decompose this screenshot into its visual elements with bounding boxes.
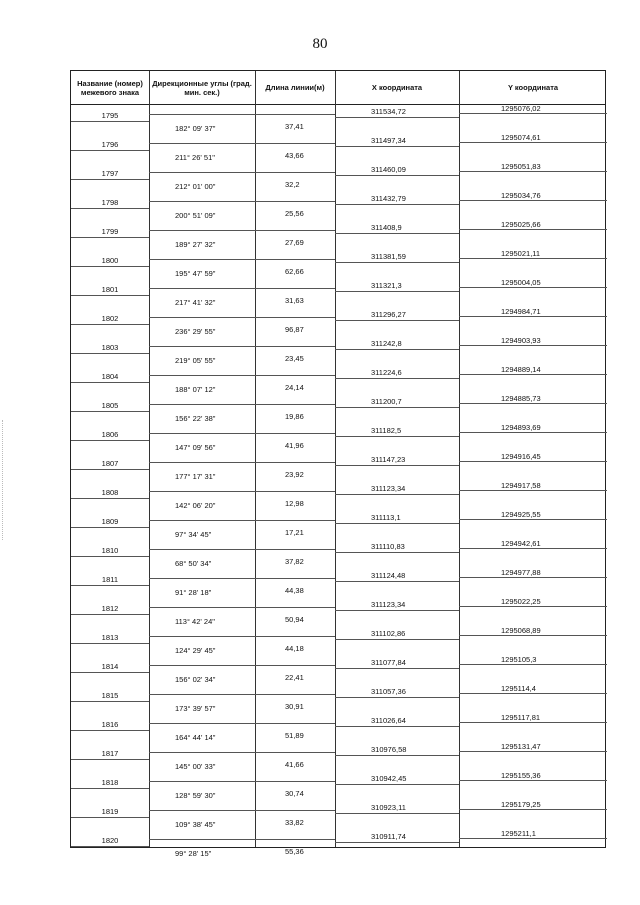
x-coordinate: 311182,5 (371, 426, 402, 435)
y-coordinate: 1294984,71 (501, 307, 541, 316)
row-rule (71, 121, 149, 122)
row-rule (459, 751, 607, 752)
row-rule (459, 635, 607, 636)
row-rule (149, 259, 335, 260)
row-rule (71, 788, 149, 789)
row-rule (149, 520, 335, 521)
point-name: 1802 (101, 314, 119, 323)
row-rule (335, 117, 459, 118)
point-name: 1797 (101, 169, 119, 178)
row-rule (459, 664, 607, 665)
x-coordinate: 310911,74 (371, 832, 406, 841)
y-coordinate: 1294977,88 (501, 568, 541, 577)
direction-angle: 236° 29' 55" (175, 326, 216, 336)
direction-angle: 128° 59' 30" (175, 790, 216, 800)
row-rule (459, 258, 607, 259)
row-rule (149, 578, 335, 579)
direction-angle: 212° 01' 00" (175, 181, 216, 191)
line-length: 44,38 (285, 585, 304, 595)
point-name: 1808 (101, 488, 119, 497)
row-rule (459, 693, 607, 694)
y-coordinate: 1295004,05 (501, 278, 541, 287)
direction-angle: 156° 22' 38" (175, 413, 216, 423)
line-length: 12,98 (285, 498, 304, 508)
row-rule (71, 469, 149, 470)
row-rule (149, 752, 335, 753)
row-rule (71, 382, 149, 383)
point-name: 1803 (101, 343, 119, 352)
x-coordinate: 311123,34 (371, 484, 406, 493)
line-length: 30,91 (285, 701, 304, 711)
y-coordinate: 1295021,11 (501, 249, 541, 258)
line-length: 23,92 (285, 469, 304, 479)
row-rule (335, 262, 459, 263)
row-rule (149, 201, 335, 202)
point-name: 1800 (101, 256, 119, 265)
row-rule (459, 461, 607, 462)
row-rule (335, 407, 459, 408)
row-rule (71, 237, 149, 238)
row-rule (459, 577, 607, 578)
row-rule (335, 204, 459, 205)
line-length: 19,86 (285, 411, 304, 421)
line-length: 22,41 (285, 672, 304, 682)
x-coordinate: 311460,09 (371, 165, 406, 174)
row-rule (335, 668, 459, 669)
line-length: 55,36 (285, 846, 304, 856)
y-coordinate: 1294893,69 (501, 423, 541, 432)
row-rule (149, 607, 335, 608)
point-name: 1815 (101, 691, 119, 700)
row-rule (71, 759, 149, 760)
row-rule (335, 755, 459, 756)
row-rule (71, 498, 149, 499)
direction-angle: 109° 38' 45" (175, 819, 216, 829)
row-rule (71, 411, 149, 412)
row-rule (335, 697, 459, 698)
row-rule (149, 288, 335, 289)
y-coordinate: 1294916,45 (501, 452, 541, 461)
row-rule (459, 287, 607, 288)
x-coordinate: 311147,23 (371, 455, 406, 464)
y-coordinate: 1294917,58 (501, 481, 541, 490)
row-rule (459, 142, 607, 143)
row-rule (149, 839, 335, 840)
y-coordinate: 1295076,02 (501, 104, 541, 113)
point-name: 1806 (101, 430, 119, 439)
line-length: 41,66 (285, 759, 304, 769)
row-rule (335, 784, 459, 785)
direction-angle: 177° 17' 31" (175, 471, 216, 481)
column-divider (149, 71, 150, 847)
point-name: 1799 (101, 227, 119, 236)
row-rule (149, 723, 335, 724)
row-rule (71, 846, 149, 847)
row-rule (149, 694, 335, 695)
x-coordinate: 311534,72 (371, 107, 406, 116)
row-rule (71, 266, 149, 267)
x-coordinate: 311113,1 (371, 513, 401, 522)
point-name: 1812 (101, 604, 119, 613)
row-rule (459, 403, 607, 404)
line-length: 37,82 (285, 556, 304, 566)
direction-angle: 182° 09' 37" (175, 123, 216, 133)
y-coordinate: 1295155,36 (501, 771, 541, 780)
row-rule (335, 175, 459, 176)
y-coordinate: 1294885,73 (501, 394, 541, 403)
row-rule (335, 523, 459, 524)
line-length: 96,87 (285, 324, 304, 334)
direction-angle: 145° 00' 33" (175, 761, 216, 771)
x-coordinate: 311381,59 (371, 252, 406, 261)
x-coordinate: 310976,58 (371, 745, 407, 754)
direction-angle: 147° 09' 56" (175, 442, 216, 452)
row-rule (149, 375, 335, 376)
column-divider (255, 71, 256, 847)
row-rule (71, 672, 149, 673)
line-length: 43,66 (285, 150, 304, 160)
direction-angle: 195° 47' 59" (175, 268, 216, 278)
point-name: 1807 (101, 459, 119, 468)
row-rule (459, 780, 607, 781)
scan-margin-mark (2, 420, 4, 540)
row-rule (71, 643, 149, 644)
row-rule (459, 838, 607, 839)
row-rule (149, 636, 335, 637)
y-coordinate: 1295022,25 (501, 597, 541, 606)
row-rule (71, 179, 149, 180)
line-length: 41,96 (285, 440, 304, 450)
direction-angle: 142° 06' 20" (175, 500, 216, 510)
row-rule (459, 200, 607, 201)
row-rule (71, 208, 149, 209)
row-rule (335, 581, 459, 582)
line-length: 17,21 (285, 527, 304, 537)
point-name: 1804 (101, 372, 119, 381)
direction-angle: 219° 05' 55" (175, 355, 216, 365)
line-length: 30,74 (285, 788, 304, 798)
row-rule (71, 817, 149, 818)
direction-angle: 124° 29' 45" (175, 645, 216, 655)
y-coordinate: 1295034,76 (501, 191, 541, 200)
y-coordinate: 1295105,3 (501, 655, 537, 664)
row-rule (459, 345, 607, 346)
row-rule (335, 436, 459, 437)
line-length: 37,41 (285, 121, 304, 131)
row-rule (335, 494, 459, 495)
direction-angle: 189° 27' 32" (175, 239, 216, 249)
header-angles: Дирекционные углы (град. мин. сек.) (152, 78, 252, 97)
row-rule (335, 726, 459, 727)
row-rule (71, 585, 149, 586)
direction-angle: 164° 44' 14" (175, 732, 216, 742)
line-length: 31,63 (285, 295, 304, 305)
point-name: 1798 (101, 198, 119, 207)
row-rule (335, 610, 459, 611)
row-rule (459, 316, 607, 317)
y-coordinate: 1294889,14 (501, 365, 541, 374)
x-coordinate: 311102,86 (371, 629, 406, 638)
direction-angle: 68° 50' 34" (175, 558, 212, 568)
direction-angle: 211° 26' 51" (175, 152, 215, 162)
row-rule (149, 230, 335, 231)
point-name: 1810 (101, 546, 119, 555)
row-rule (459, 229, 607, 230)
x-coordinate: 311077,84 (371, 658, 406, 667)
line-length: 51,89 (285, 730, 304, 740)
row-rule (149, 172, 335, 173)
row-rule (335, 639, 459, 640)
row-rule (71, 353, 149, 354)
row-rule (149, 404, 335, 405)
row-rule (459, 606, 607, 607)
point-name: 1813 (101, 633, 119, 642)
direction-angle: 156° 02' 34" (175, 674, 216, 684)
direction-angle: 97° 34' 45" (175, 529, 212, 539)
line-length: 23,45 (285, 353, 304, 363)
line-length: 33,82 (285, 817, 304, 827)
x-coordinate: 311497,34 (371, 136, 406, 145)
row-rule (335, 813, 459, 814)
row-rule (335, 552, 459, 553)
row-rule (71, 440, 149, 441)
y-coordinate: 1295025,66 (501, 220, 541, 229)
point-name: 1818 (101, 778, 119, 787)
direction-angle: 91° 28' 18" (175, 587, 212, 597)
line-length: 24,14 (285, 382, 304, 392)
direction-angle: 113° 42' 24" (175, 616, 215, 626)
header-length: Длина линии(м) (265, 83, 325, 92)
point-name: 1801 (101, 285, 119, 294)
row-rule (335, 349, 459, 350)
point-name: 1795 (101, 111, 119, 120)
point-name: 1814 (101, 662, 119, 671)
x-coordinate: 310942,45 (371, 774, 407, 783)
row-rule (459, 722, 607, 723)
row-rule (149, 781, 335, 782)
header-y: Y координата (507, 83, 559, 92)
y-coordinate: 1295068,89 (501, 626, 541, 635)
y-coordinate: 1295117,81 (501, 713, 541, 722)
x-coordinate: 311124,48 (371, 571, 406, 580)
row-rule (149, 346, 335, 347)
row-rule (335, 291, 459, 292)
direction-angle: 200° 51' 09" (175, 210, 216, 220)
x-coordinate: 311123,34 (371, 600, 406, 609)
row-rule (149, 317, 335, 318)
x-coordinate: 311242,8 (371, 339, 402, 348)
x-coordinate: 311026,64 (371, 716, 406, 725)
point-name: 1811 (101, 575, 119, 584)
direction-angle: 188° 07' 12" (175, 384, 216, 394)
row-rule (71, 556, 149, 557)
y-coordinate: 1294925,55 (501, 510, 541, 519)
x-coordinate: 310923,11 (371, 803, 406, 812)
row-rule (335, 465, 459, 466)
row-rule (459, 374, 607, 375)
row-rule (71, 730, 149, 731)
line-length: 62,66 (285, 266, 304, 276)
direction-angle: 217° 41' 32" (175, 297, 216, 307)
y-coordinate: 1295074,61 (501, 133, 541, 142)
point-name: 1805 (101, 401, 119, 410)
row-rule (71, 701, 149, 702)
y-coordinate: 1295211,1 (501, 829, 536, 838)
line-length: 32,2 (285, 179, 300, 189)
row-rule (459, 171, 607, 172)
row-rule (149, 491, 335, 492)
column-divider (459, 71, 460, 847)
point-name: 1817 (101, 749, 119, 758)
line-length: 27,69 (285, 237, 304, 247)
direction-angle: 99° 28' 15" (175, 848, 212, 858)
row-rule (71, 527, 149, 528)
point-name: 1816 (101, 720, 119, 729)
row-rule (71, 614, 149, 615)
coordinates-table (70, 70, 606, 858)
header-name: Название (номер) межевого знака (77, 78, 143, 97)
y-coordinate: 1295051,83 (501, 162, 541, 171)
y-coordinate: 1294903,93 (501, 336, 541, 345)
y-coordinate: 1295179,25 (501, 800, 541, 809)
x-coordinate: 311432,79 (371, 194, 406, 203)
direction-angle: 173° 39' 57" (175, 703, 216, 713)
line-length: 44,18 (285, 643, 304, 653)
row-rule (71, 150, 149, 151)
row-rule (335, 842, 459, 843)
row-rule (459, 490, 607, 491)
x-coordinate: 311296,27 (371, 310, 406, 319)
y-coordinate: 1294942,61 (501, 539, 541, 548)
y-coordinate: 1295114,4 (501, 684, 536, 693)
line-length: 50,94 (285, 614, 304, 624)
row-rule (149, 433, 335, 434)
row-rule (459, 809, 607, 810)
x-coordinate: 311057,36 (371, 687, 406, 696)
row-rule (149, 549, 335, 550)
row-rule (71, 324, 149, 325)
row-rule (149, 462, 335, 463)
x-coordinate: 311224,6 (371, 368, 402, 377)
row-rule (149, 810, 335, 811)
y-coordinate: 1295131,47 (501, 742, 541, 751)
row-rule (335, 378, 459, 379)
row-rule (335, 146, 459, 147)
row-rule (335, 320, 459, 321)
point-name: 1820 (101, 836, 119, 845)
point-name: 1819 (101, 807, 119, 816)
x-coordinate: 311110,83 (371, 542, 405, 551)
header-x: X координата (371, 83, 423, 92)
page-number: 80 (312, 36, 328, 52)
row-rule (149, 665, 335, 666)
row-rule (459, 548, 607, 549)
column-divider (335, 71, 336, 847)
row-rule (459, 519, 607, 520)
line-length: 25,56 (285, 208, 304, 218)
row-rule (71, 295, 149, 296)
row-rule (335, 233, 459, 234)
row-rule (459, 113, 607, 114)
x-coordinate: 311408,9 (371, 223, 402, 232)
point-name: 1809 (101, 517, 119, 526)
row-rule (149, 114, 335, 115)
point-name: 1796 (101, 140, 119, 149)
row-rule (459, 432, 607, 433)
x-coordinate: 311321,3 (371, 281, 402, 290)
x-coordinate: 311200,7 (371, 397, 402, 406)
row-rule (149, 143, 335, 144)
